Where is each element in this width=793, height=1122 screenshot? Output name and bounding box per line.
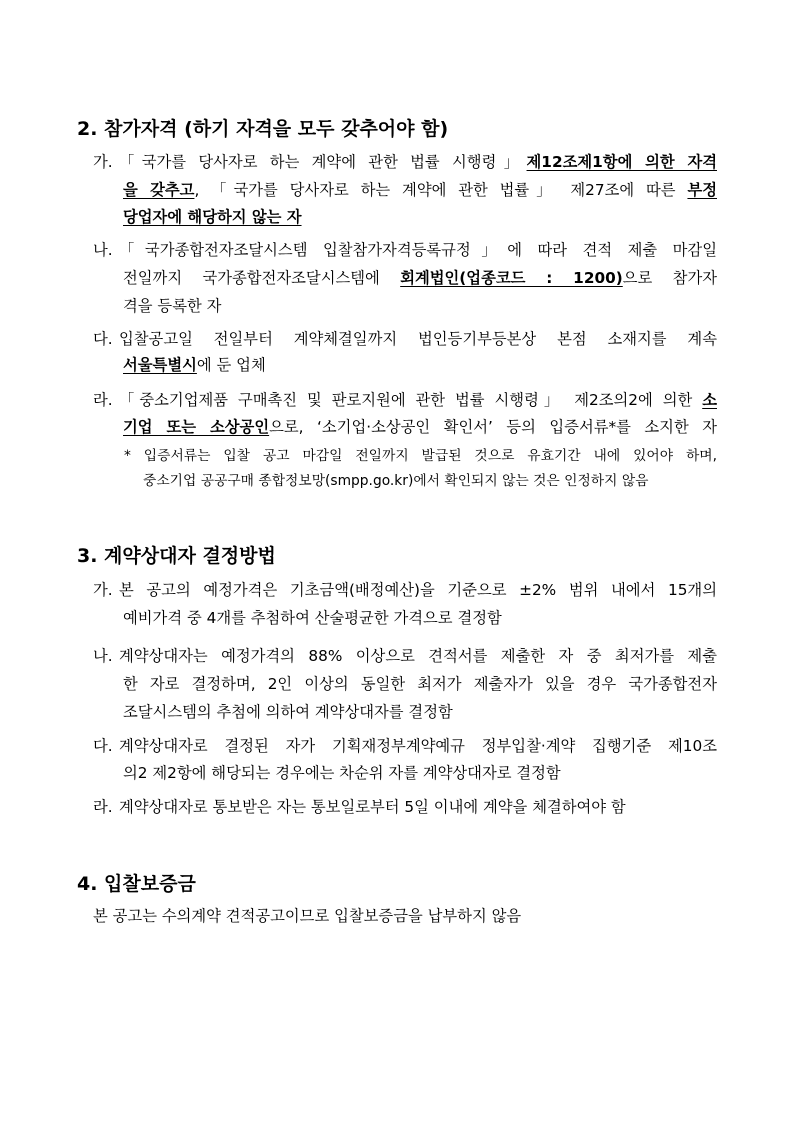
s3-ga-line2: 예비가격 중 4개를 추첨하여 산술평균한 가격으로 결정함: [123, 609, 502, 627]
s2-na-marker: 나.: [93, 241, 113, 259]
s2-na-line3: 격을 등록한 자: [123, 297, 222, 315]
s2-ra-l2-underline: 기업 또는 소상공인: [123, 418, 270, 436]
s2-na-l2-underline: 회계법인(업종코드 : 1200): [400, 269, 623, 287]
s2-na-l2-text-b: 으로 참가자: [622, 269, 718, 287]
s3-da-marker: 다.: [93, 737, 113, 755]
s4-line1: 본 공고는 수의계약 견적공고이므로 입찰보증금을 납부하지 않음: [93, 907, 522, 925]
s2-ga-l2-text: , 「국가를 당사자로 하는 계약에 관한 법률」 제27조에 따른: [194, 181, 688, 199]
s2-ga-l1-text: 「국가를 당사자로 하는 계약에 관한 법률 시행령」: [119, 153, 527, 171]
s2-ga-line2: [123, 180, 717, 200]
s2-da-l2-text: 에 둔 업체: [196, 356, 266, 374]
s2-da-l2-underline: 서울특별시: [123, 356, 197, 374]
s2-ga-l2-underline: 을 갖추고: [123, 181, 195, 199]
s2-da-l1-text: 입찰공고일 전일부터 계약체결일까지 법인등기부등본상 본점 소재지를 계속: [119, 330, 717, 348]
s2-na-line2: [123, 268, 717, 288]
s3-na-line2: [123, 674, 717, 694]
s3-na-marker: 나.: [93, 647, 113, 665]
s2-ra-l1-text: 「중소기업제품 구매촉진 및 판로지원에 관한 법률 시행령」 제2조의2에 의한: [119, 391, 703, 409]
s2-ga-line1: [119, 152, 717, 172]
s3-ga-marker: 가.: [93, 581, 113, 599]
s2-ga-l1-underline: 제12조제1항에 의한 자격: [526, 153, 717, 171]
s3-na-l2-text: 한 자로 결정하며, 2인 이상의 동일한 최저가 제출자가 있을 경우 국가종합전자: [123, 675, 717, 693]
s2-na-l1-text: 「국가종합전자조달시스템 입찰참가자격등록규정」에 따라 견적 제출 마감일: [119, 241, 717, 259]
s2-da-line2: [123, 355, 266, 375]
s3-da-line2: 의2 제2항에 해당되는 경우에는 차순위 자를 계약상대자로 결정함: [123, 764, 561, 782]
s2-da-marker: 다.: [93, 330, 113, 348]
s2-ra-note1-text: * 입증서류는 입찰 공고 마감일 전일까지 발급된 것으로 유효기간 내에 있어야 하며,: [124, 448, 717, 464]
s2-ra-l1-underline: 소: [702, 391, 717, 409]
s3-ra-marker: 라.: [93, 798, 113, 816]
s3-ga-line1: [119, 580, 717, 600]
s2-da-line1: [119, 329, 717, 349]
s2-ra-line1: [119, 390, 717, 410]
s2-na-l2-text: 전일까지 국가종합전자조달시스템에: [123, 269, 401, 287]
s3-da-line1: [119, 736, 717, 756]
s2-ga-l2-underline2: 부정: [687, 181, 717, 199]
s2-ra-l2-text: 으로, ‘소기업·소상공인 확인서’ 등의 입증서류*를 소지한 자: [269, 418, 718, 436]
s3-na-line1: [119, 646, 717, 666]
s2-ra-line2: [123, 417, 717, 437]
s2-na-line1: [119, 240, 717, 260]
section-2-heading: 2. 참가자격 (하기 자격을 모두 갖추어야 함): [77, 118, 449, 140]
s3-da-l1-text: 계약상대자로 결정된 자가 기획재정부계약예규 정부입찰·계약 집행기준 제10조: [119, 737, 717, 755]
s2-ra-marker: 라.: [93, 391, 113, 409]
section-3-heading: 3. 계약상대자 결정방법: [77, 545, 276, 567]
s2-ga-marker: 가.: [93, 153, 113, 171]
s2-ra-note2: 중소기업 공공구매 종합정보망(smpp.go.kr)에서 확인되지 않는 것은 인정하지 않음: [143, 473, 649, 489]
s3-ra-line1: 계약상대자로 통보받은 자는 통보일로부터 5일 이내에 계약을 체결하여야 함: [119, 798, 626, 816]
s2-ra-note1: [124, 446, 717, 466]
s3-na-line3: 조달시스템의 추첨에 의하여 계약상대자를 결정함: [123, 703, 453, 721]
s2-ga-line3: [123, 207, 302, 227]
s3-ga-l1-text: 본 공고의 예정가격은 기초금액(배정예산)을 기준으로 ±2% 범위 내에서 15개의: [119, 581, 717, 599]
section-4-heading: 4. 입찰보증금: [77, 873, 196, 895]
s2-ga-l3-underline: 당업자에 해당하지 않는 자: [123, 208, 302, 226]
s3-na-l1-text: 계약상대자는 예정가격의 88% 이상으로 견적서를 제출한 자 중 최저가를 제출: [119, 647, 717, 665]
